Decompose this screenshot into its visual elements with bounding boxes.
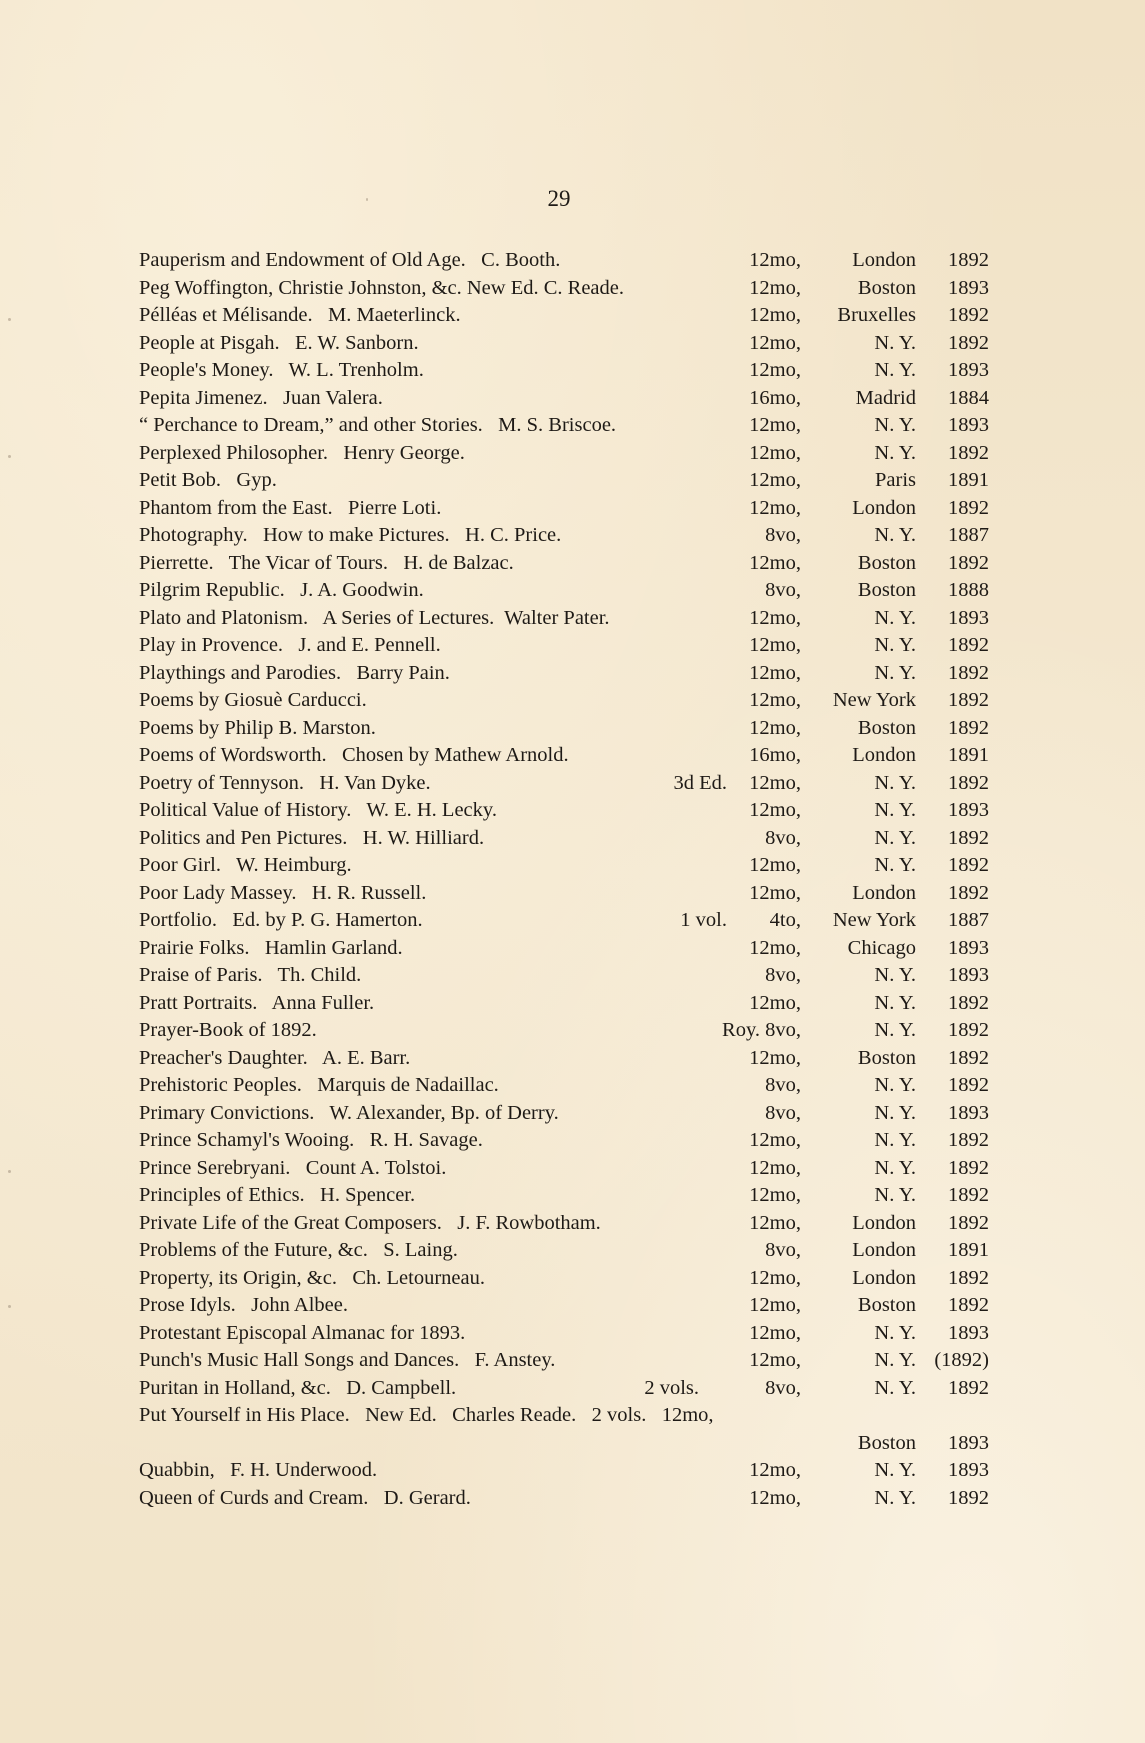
entry-year: 1892 — [948, 1184, 989, 1206]
entry-year: 1893 — [948, 799, 989, 821]
entry-place: Boston — [857, 551, 916, 574]
entry-place: Boston — [857, 276, 916, 299]
entry-format: 8vo, — [765, 1239, 801, 1261]
list-item — [139, 1210, 989, 1238]
entry-place: Boston — [857, 716, 916, 739]
entry-title: Private Life of the Great Composers. J. F. Rowbotham. — [139, 1211, 601, 1234]
entry-title: Play in Provence. J. and E. Pennell. — [139, 634, 441, 656]
entry-place: N. Y. — [874, 826, 916, 849]
entry-title: Problems of the Future, &c. S. Laing. — [139, 1239, 458, 1261]
list-item — [139, 1347, 989, 1375]
entry-place: London — [852, 249, 916, 271]
entry-year: 1893 — [948, 1431, 989, 1454]
list-item — [139, 1320, 989, 1348]
list-item — [139, 852, 989, 880]
entry-year: 1892 — [948, 1211, 989, 1234]
list-item — [139, 935, 989, 963]
entry-place: N. Y. — [874, 1156, 916, 1179]
entry-year: 1892 — [948, 689, 989, 711]
entry-title: Prince Schamyl's Wooing. R. H. Savage. — [139, 1129, 483, 1151]
entry-format: 12mo, — [749, 331, 801, 354]
paper-speck — [8, 318, 11, 321]
entry-title: Pierrette. The Vicar of Tours. H. de Balzac. — [139, 551, 514, 574]
entry-year: 1892 — [948, 634, 989, 656]
list-item — [139, 385, 989, 413]
entry-place: N. Y. — [874, 606, 916, 629]
entry-format: 8vo, — [765, 524, 801, 546]
entry-title: Preacher's Daughter. A. E. Barr. — [139, 1046, 411, 1069]
entry-title: Poems by Philip B. Marston. — [139, 716, 376, 739]
entry-title: Quabbin, F. H. Underwood. — [139, 1459, 378, 1481]
entry-place: N. Y. — [874, 799, 916, 821]
entry-year: 1892 — [948, 1156, 989, 1179]
entry-title: Politics and Pen Pictures. H. W. Hilliard. — [139, 826, 485, 849]
entry-year: 1892 — [948, 496, 989, 519]
entry-place: Boston — [857, 1294, 916, 1316]
entry-title: Pratt Portraits. Anna Fuller. — [139, 991, 375, 1014]
entry-year: 1892 — [948, 1074, 989, 1096]
list-item — [139, 1127, 989, 1155]
page-number: 29 — [547, 186, 571, 211]
entry-title: Photography. How to make Pictures. H. C. Price. — [139, 524, 562, 546]
entry-format: 12mo, — [749, 661, 801, 684]
entry-place: London — [852, 881, 916, 904]
list-item — [139, 330, 989, 358]
entry-format: 12mo, — [749, 441, 801, 464]
entry-title: Petit Bob. Gyp. — [139, 469, 277, 491]
entry-format: 8vo, — [765, 964, 801, 986]
list-item — [139, 357, 989, 385]
entry-title: People's Money. W. L. Trenholm. — [139, 359, 424, 381]
list-item — [139, 715, 989, 743]
entry-title: Queen of Curds and Cream. D. Gerard. — [139, 1486, 471, 1509]
list-item — [139, 1100, 989, 1128]
entry-year: 1892 — [948, 551, 989, 574]
entry-format: 12mo, — [749, 606, 801, 629]
paper-speck — [8, 1170, 11, 1173]
entry-title: Playthings and Parodies. Barry Pain. — [139, 661, 450, 684]
list-item — [139, 742, 989, 770]
entry-place: N. Y. — [874, 1349, 916, 1371]
list-item — [139, 605, 989, 633]
entry-title: Protestant Episcopal Almanac for 1893. — [139, 1321, 466, 1344]
entry-place: London — [852, 1266, 916, 1289]
entry-place: N. Y. — [874, 524, 916, 546]
entry-title: Property, its Origin, &c. Ch. Letourneau. — [139, 1266, 485, 1289]
entry-year: 1892 — [948, 991, 989, 1014]
list-item — [139, 880, 989, 908]
list-item — [139, 990, 989, 1018]
entry-format: 16mo, — [749, 386, 801, 409]
entry-place: N. Y. — [874, 414, 916, 436]
entry-format: 12mo, — [749, 799, 801, 821]
entry-year: 1892 — [948, 441, 989, 464]
entry-place: N. Y. — [874, 661, 916, 684]
entry-year: 1892 — [948, 1019, 989, 1041]
entry-format: 12mo, — [749, 1184, 801, 1206]
list-item — [139, 522, 989, 550]
entry-place: New York — [832, 909, 916, 931]
entry-year: 1893 — [948, 414, 989, 436]
list-item — [139, 1375, 989, 1403]
entry-place: N. Y. — [874, 1101, 916, 1124]
list-item — [139, 495, 989, 523]
entry-format: 12mo, — [749, 414, 801, 436]
entry-format: 12mo, — [749, 1129, 801, 1151]
entry-format: 8vo, — [765, 1101, 801, 1124]
entry-format: 12mo, — [749, 304, 801, 326]
list-item — [139, 687, 989, 715]
entry-year: 1893 — [948, 1101, 989, 1124]
entry-place: New York — [832, 689, 916, 711]
entry-place: N. Y. — [874, 1459, 916, 1481]
entry-year: 1892 — [948, 771, 989, 794]
entry-title: Phantom from the East. Pierre Loti. — [139, 496, 442, 519]
entry-year: 1892 — [948, 1376, 989, 1399]
entry-format: 12mo, — [749, 1046, 801, 1069]
entry-format: 12mo, — [749, 551, 801, 574]
entry-place: N. Y. — [874, 854, 916, 876]
entry-place: N. Y. — [874, 359, 916, 381]
entry-year: 1892 — [948, 661, 989, 684]
entry-year: 1893 — [948, 1459, 989, 1481]
entry-format: 12mo, — [749, 1459, 801, 1481]
paper-speck — [8, 1305, 11, 1308]
entry-place: Madrid — [855, 386, 916, 409]
entry-format: 8vo, — [765, 1074, 801, 1096]
list-item — [139, 1045, 989, 1073]
entry-place: Paris — [875, 469, 916, 491]
entry-format: 8vo, — [765, 579, 801, 601]
entry-format: 12mo, — [749, 249, 801, 271]
list-item — [139, 1072, 989, 1100]
list-item — [139, 275, 989, 303]
entry-format: 4to, — [769, 909, 801, 931]
entry-title: Punch's Music Hall Songs and Dances. F. Anstey. — [139, 1349, 556, 1371]
entry-year: 1892 — [948, 881, 989, 904]
list-item — [139, 797, 989, 825]
entry-place: N. Y. — [874, 331, 916, 354]
list-item — [139, 440, 989, 468]
entry-place: Boston — [857, 579, 916, 601]
entry-format: 12mo, — [749, 936, 801, 959]
entry-format: 12mo, — [749, 716, 801, 739]
entry-place: London — [852, 1211, 916, 1234]
entry-place: N. Y. — [874, 634, 916, 656]
entry-title: Prehistoric Peoples. Marquis de Nadaillac. — [139, 1074, 499, 1096]
entry-title: People at Pisgah. E. W. Sanborn. — [139, 331, 419, 354]
entry-year: 1892 — [948, 304, 989, 326]
entry-format: 12mo, — [749, 854, 801, 876]
entry-format: 12mo, — [749, 359, 801, 381]
entry-format: 8vo, — [765, 1376, 801, 1399]
entry-year: 1891 — [948, 469, 989, 491]
list-item — [139, 962, 989, 990]
entry-year: 1884 — [948, 386, 989, 409]
entry-title: Prose Idyls. John Albee. — [139, 1294, 348, 1316]
entry-title: Primary Convictions. W. Alexander, Bp. of Derry. — [139, 1101, 559, 1124]
entry-title: Puritan in Holland, &c. D. Campbell. — [139, 1376, 457, 1399]
entry-format: 12mo, — [749, 1349, 801, 1371]
entry-title: Perplexed Philosopher. Henry George. — [139, 441, 465, 464]
entry-year: 1893 — [948, 276, 989, 299]
list-item — [139, 1182, 989, 1210]
entry-format: 12mo, — [749, 1486, 801, 1509]
list-item — [139, 247, 989, 275]
list-item — [139, 1457, 989, 1485]
entry-year: 1892 — [948, 1486, 989, 1509]
list-item — [139, 302, 989, 330]
entry-title: Principles of Ethics. H. Spencer. — [139, 1184, 416, 1206]
list-item — [139, 467, 989, 495]
entry-year: 1893 — [948, 606, 989, 629]
entry-place: N. Y. — [874, 1019, 916, 1041]
entry-title: Political Value of History. W. E. H. Lecky. — [139, 799, 497, 821]
entry-place: London — [852, 496, 916, 519]
entry-year: (1892) — [934, 1349, 989, 1371]
entry-place: N. Y. — [874, 1376, 916, 1399]
list-item — [139, 907, 989, 935]
entry-edition: 3d Ed. — [673, 771, 727, 794]
entry-year: 1892 — [948, 716, 989, 739]
list-item — [139, 577, 989, 605]
list-item — [139, 1292, 989, 1320]
entry-place: Chicago — [847, 936, 916, 959]
list-item — [139, 1402, 989, 1430]
list-item — [139, 660, 989, 688]
entry-place: Boston — [857, 1046, 916, 1069]
list-item — [139, 412, 989, 440]
list-item — [139, 632, 989, 660]
entry-title: Poor Lady Massey. H. R. Russell. — [139, 881, 427, 904]
entry-year: 1892 — [948, 1129, 989, 1151]
entry-year: 1892 — [948, 1266, 989, 1289]
book-list — [139, 247, 989, 1512]
entry-year: 1892 — [948, 331, 989, 354]
list-item — [139, 1430, 989, 1458]
entry-format: 12mo, — [749, 689, 801, 711]
entry-title: Poems by Giosuè Carducci. — [139, 689, 367, 711]
entry-year: 1887 — [948, 909, 989, 931]
entry-place: N. Y. — [874, 1074, 916, 1096]
entry-place: N. Y. — [874, 441, 916, 464]
entry-format: 12mo, — [749, 771, 801, 794]
entry-title: Pepita Jimenez. Juan Valera. — [139, 386, 383, 409]
list-item — [139, 1485, 989, 1513]
entry-place: N. Y. — [874, 1486, 916, 1509]
entry-edition: 1 vol. — [680, 909, 727, 931]
entry-title: Prayer-Book of 1892. — [139, 1019, 317, 1041]
list-item — [139, 550, 989, 578]
entry-title: Prince Serebryani. Count A. Tolstoi. — [139, 1156, 447, 1179]
entry-place: Bruxelles — [837, 304, 916, 326]
list-item — [139, 1237, 989, 1265]
entry-format: 12mo, — [749, 634, 801, 656]
entry-year: 1893 — [948, 359, 989, 381]
entry-place: N. Y. — [874, 1184, 916, 1206]
entry-title: Pauperism and Endowment of Old Age. C. Booth. — [139, 249, 561, 271]
entry-place: N. Y. — [874, 991, 916, 1014]
entry-year: 1887 — [948, 524, 989, 546]
entry-format: Roy. 8vo, — [722, 1019, 801, 1041]
entry-title: Plato and Platonism. A Series of Lectures. Walter Pater. — [139, 606, 610, 629]
entry-format: 12mo, — [749, 881, 801, 904]
entry-title: Prairie Folks. Hamlin Garland. — [139, 936, 403, 959]
list-item — [139, 1265, 989, 1293]
list-item — [139, 770, 989, 798]
entry-place: N. Y. — [874, 964, 916, 986]
entry-year: 1891 — [948, 1239, 989, 1261]
entry-format: 12mo, — [749, 276, 801, 299]
entry-place: Boston — [857, 1431, 916, 1454]
entry-year: 1893 — [948, 936, 989, 959]
entry-place: London — [852, 744, 916, 766]
entry-year: 1893 — [948, 964, 989, 986]
entry-year: 1891 — [948, 744, 989, 766]
entry-place: N. Y. — [874, 1321, 916, 1344]
entry-format: 12mo, — [749, 1294, 801, 1316]
entry-title: Poetry of Tennyson. H. Van Dyke. — [139, 771, 431, 794]
list-item — [139, 1017, 989, 1045]
entry-title: Poems of Wordsworth. Chosen by Mathew Arnold. — [139, 744, 569, 766]
entry-format: 12mo, — [749, 1211, 801, 1234]
entry-title: Peg Woffington, Christie Johnston, &c. New Ed. C. Reade. — [139, 276, 624, 299]
entry-place: N. Y. — [874, 1129, 916, 1151]
entry-edition: 2 vols. — [644, 1376, 699, 1399]
entry-year: 1892 — [948, 1046, 989, 1069]
entry-year: 1892 — [948, 249, 989, 271]
entry-title: “ Perchance to Dream,” and other Stories. M. S. Briscoe. — [139, 414, 617, 436]
entry-year: 1888 — [948, 579, 989, 601]
entry-place: London — [852, 1239, 916, 1261]
entry-format: 12mo, — [749, 469, 801, 491]
entry-title: Portfolio. Ed. by P. G. Hamerton. — [139, 909, 423, 931]
entry-format: 12mo, — [749, 1321, 801, 1344]
entry-format: 12mo, — [749, 1266, 801, 1289]
paper-speck — [8, 455, 11, 458]
entry-year: 1892 — [948, 1294, 989, 1316]
list-item — [139, 825, 989, 853]
paper-speck — [366, 198, 368, 201]
entry-title: Put Yourself in His Place. New Ed. Charles Reade. 2 vols. 12mo, — [139, 1404, 714, 1426]
entry-year: 1892 — [948, 854, 989, 876]
list-item — [139, 1155, 989, 1183]
entry-title: Pilgrim Republic. J. A. Goodwin. — [139, 579, 424, 601]
entry-format: 8vo, — [765, 826, 801, 849]
entry-format: 12mo, — [749, 991, 801, 1014]
entry-format: 16mo, — [749, 744, 801, 766]
entry-title: Poor Girl. W. Heimburg. — [139, 854, 352, 876]
entry-title: Pélléas et Mélisande. M. Maeterlinck. — [139, 304, 461, 326]
entry-place: N. Y. — [874, 771, 916, 794]
entry-format: 12mo, — [749, 496, 801, 519]
entry-year: 1892 — [948, 826, 989, 849]
entry-format: 12mo, — [749, 1156, 801, 1179]
entry-title: Praise of Paris. Th. Child. — [139, 964, 362, 986]
entry-year: 1893 — [948, 1321, 989, 1344]
